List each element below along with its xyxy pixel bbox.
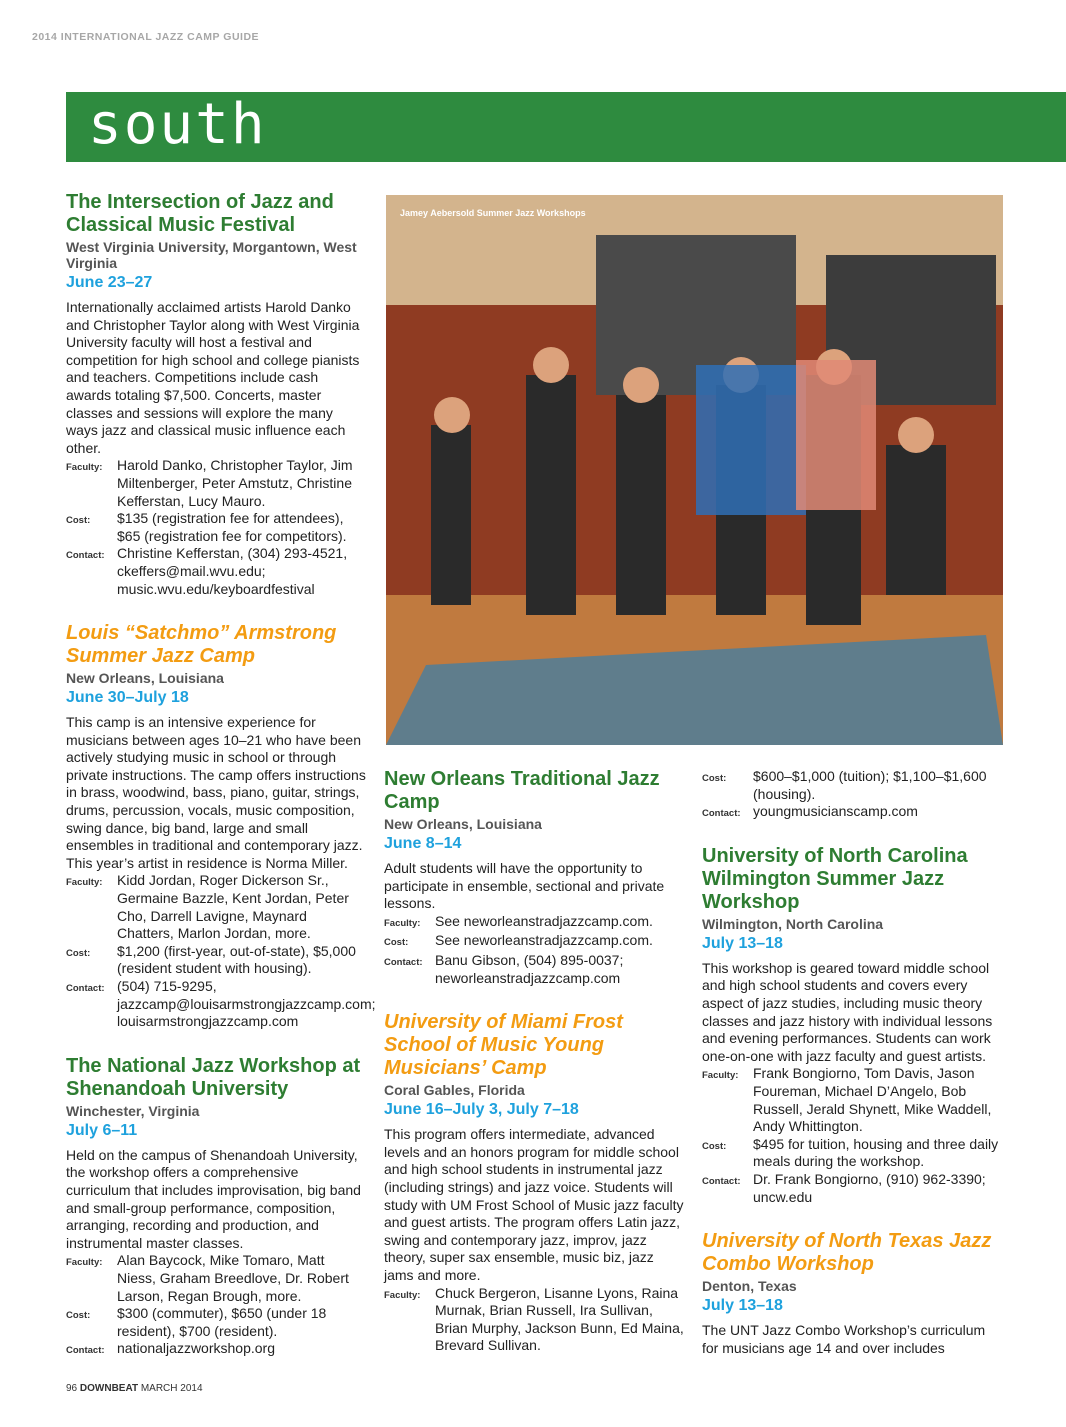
faculty-label: Faculty:	[66, 462, 103, 474]
cost-label: Cost:	[702, 773, 727, 784]
cost-label: Cost:	[66, 515, 91, 527]
camp-entry-continued	[702, 768, 1004, 823]
camp-dates: June 23–27	[66, 274, 153, 291]
camp-dates: June 30–July 18	[66, 689, 189, 707]
cost-row	[66, 1305, 366, 1340]
section-banner	[66, 92, 1066, 162]
camp-entry	[66, 622, 376, 1031]
contact-row	[702, 803, 1004, 823]
camp-title: University of Miami Frost School of Music Young Musicians’ Camp	[384, 1011, 623, 1080]
contact-row	[66, 978, 376, 1031]
contact-text: Banu Gibson, (504) 895-0037; neworleanstradjazzcamp.com	[435, 951, 624, 986]
camp-description: Adult students will have the opportunity to participate in ensemble, sectional and private lessons.	[384, 860, 665, 912]
camp-description: Held on the campus of Shenandoah University, the workshop offers a comprehensive curriculum that includes improvisation, big band and small-group performance, composition, arranging, recording and production, and instrumental master classes.	[66, 1146, 361, 1251]
issue-date: MARCH 2014	[140, 1383, 203, 1394]
camp-description: This program offers intermediate, advanced levels and an honors program for middle school and high school students in instrumental jazz (including strings) and jazz voice. Students will study with UM Frost School of Music jazz faculty and guest artists. The program offers Latin jazz, swing and contemporary jazz, improv, jazz theory, super sax ensemble, music biz, jazz jams and more.	[384, 1126, 684, 1283]
cost-row	[702, 768, 1004, 803]
cost-text: $135 (registration fee for attendees), $65 (registration fee for competitors).	[117, 510, 347, 544]
faculty-label: Faculty:	[384, 917, 421, 929]
cost-label: Cost:	[66, 947, 91, 959]
camp-location: West Virginia University, Morgantown, West Virginia	[66, 239, 357, 271]
cost-label: Cost:	[702, 1140, 727, 1152]
contact-row	[66, 545, 366, 598]
photo-illustration	[386, 195, 1003, 745]
cost-row	[66, 943, 366, 978]
contact-label: Contact:	[702, 808, 741, 820]
camp-entry	[702, 845, 1004, 1206]
faculty-text: Kidd Jordan, Roger Dickerson Sr., Germaine Bazzle, Kent Jordan, Peter Cho, Darrell Lavigne, Maynard Chatters, Marlon Jordan, more.	[117, 872, 349, 942]
camp-entry	[702, 1230, 1004, 1357]
faculty-text: Alan Baycock, Mike Tomaro, Matt Niess, Graham Breedlove, Dr. Robert Larson, Regan Brough, more.	[117, 1252, 349, 1304]
camp-entry	[384, 1011, 686, 1355]
contact-row	[384, 952, 686, 987]
camp-dates: June 8–14	[384, 835, 462, 852]
faculty-label: Faculty:	[702, 1070, 739, 1082]
faculty-text: Chuck Bergeron, Lisanne Lyons, Raina Murnak, Brian Russell, Ira Sullivan, Brian Murphy, Jackson Bunn, Ed Maina, Brevard Sullivan.	[435, 1284, 684, 1354]
camp-entry	[66, 191, 366, 598]
camp-location: New Orleans, Louisiana	[66, 670, 224, 687]
contact-row	[702, 1171, 1004, 1206]
faculty-row	[702, 1065, 1004, 1135]
cost-text: $300 (commuter), $650 (under 18 resident), $700 (resident).	[117, 1305, 327, 1339]
camp-location: Denton, Texas	[702, 1278, 797, 1295]
page-footer	[66, 1383, 203, 1394]
camp-photo	[386, 195, 1003, 745]
contact-row	[66, 1340, 366, 1360]
camp-dates: June 16–July 3, July 7–18	[384, 1101, 579, 1119]
cost-row	[384, 932, 686, 952]
contact-text: (504) 715-9295, jazzcamp@louisarmstrongjazzcamp.com; louisarmstrongjazzcamp.com	[117, 978, 376, 1030]
faculty-label: Faculty:	[66, 1257, 103, 1269]
camp-entry	[384, 768, 686, 987]
contact-label: Contact:	[384, 956, 423, 968]
faculty-row	[66, 872, 366, 942]
camp-location: New Orleans, Louisiana	[384, 816, 542, 832]
camp-location: Winchester, Virginia	[66, 1102, 200, 1119]
column-middle	[384, 768, 686, 1379]
column-right	[702, 768, 1004, 1381]
cost-text: See neworleanstradjazzcamp.com.	[435, 932, 653, 949]
camp-description: This workshop is geared toward middle school and high school students and covers every aspect of jazz studies, including music theory classes and jazz history with individual lessons and evening performances. Students can work one-on-one with jazz faculty and guest artists.	[702, 959, 993, 1064]
contact-label: Contact:	[702, 1175, 741, 1187]
cost-label: Cost:	[384, 937, 409, 949]
faculty-row	[384, 1285, 686, 1355]
contact-text: Dr. Frank Bongiorno, (910) 962-3390; uncw.edu	[753, 1170, 986, 1205]
camp-title: The National Jazz Workshop at Shenandoah University	[66, 1054, 361, 1100]
section-title: south	[88, 92, 267, 157]
camp-dates: July 13–18	[702, 1297, 783, 1315]
contact-text: youngmusicianscamp.com	[753, 803, 918, 820]
faculty-label: Faculty:	[66, 877, 103, 889]
column-left	[66, 191, 376, 1384]
running-head: 2014 INTERNATIONAL JAZZ CAMP GUIDE	[32, 31, 260, 43]
camp-title: University of North Texas Jazz Combo Workshop	[702, 1230, 992, 1276]
camp-entry	[66, 1055, 366, 1360]
faculty-row	[66, 1252, 366, 1305]
contact-text: nationaljazzworkshop.org	[117, 1340, 275, 1357]
camp-title: Louis “Satchmo” Armstrong Summer Jazz Camp	[66, 622, 337, 668]
camp-description: The UNT Jazz Combo Workshop’s curriculum for musicians age 14 and over includes	[702, 1322, 986, 1356]
photo-caption: Jamey Aebersold Summer Jazz Workshops	[400, 208, 586, 218]
cost-row	[702, 1136, 1004, 1171]
contact-text: Christine Kefferstan, (304) 293-4521, ckeffers@mail.wvu.edu; music.wvu.edu/keyboardfestival	[117, 545, 348, 597]
faculty-text: Frank Bongiorno, Tom Davis, Jason Foureman, Michael D’Angelo, Bob Russell, Jerald Shynett, Mike Waddell, Andy Whittington.	[753, 1065, 992, 1135]
page-number: 96	[66, 1383, 78, 1394]
magazine-name: DOWNBEAT	[79, 1383, 139, 1394]
faculty-row	[66, 457, 366, 510]
camp-description: Internationally acclaimed artists Harold Danko and Christopher Taylor along with West Virginia University faculty will host a festival and competition for high school and college pianists and teachers. Competitions include cash awards totaling $7,500. Concerts, master classes and sessions will explore the many ways jazz and classical music influence each other.	[66, 299, 360, 456]
cost-text: $600–$1,000 (tuition); $1,100–$1,600 (housing).	[753, 768, 987, 802]
contact-label: Contact:	[66, 983, 105, 994]
cost-label: Cost:	[66, 1310, 91, 1322]
cost-row	[66, 510, 366, 545]
faculty-label: Faculty:	[384, 1289, 421, 1301]
camp-title: University of North Carolina Wilmington Summer Jazz Workshop	[702, 844, 968, 913]
cost-text: $1,200 (first-year, out-of-state), $5,000 (resident student with housing).	[117, 942, 356, 977]
cost-text: $495 for tuition, housing and three daily meals during the workshop.	[753, 1135, 999, 1170]
faculty-text: See neworleanstradjazzcamp.com.	[435, 912, 653, 929]
contact-label: Contact:	[66, 550, 105, 562]
camp-dates: July 13–18	[702, 934, 783, 952]
camp-title: The Intersection of Jazz and Classical Music Festival	[66, 191, 334, 236]
faculty-row	[384, 913, 686, 933]
camp-title: New Orleans Traditional Jazz Camp	[384, 768, 660, 813]
camp-dates: July 6–11	[66, 1121, 138, 1139]
camp-location: Coral Gables, Florida	[384, 1082, 525, 1099]
contact-label: Contact:	[66, 1345, 105, 1357]
faculty-text: Harold Danko, Christopher Taylor, Jim Miltenberger, Peter Amstutz, Christine Kefferstan, Lucy Mauro.	[117, 457, 353, 509]
camp-description: This camp is an intensive experience for musicians between ages 10–21 who have been actively studying music in school or through private instructions. The camp offers instructions in brass, woodwind, bass, piano, guitar, strings, drums, percussion, vocals, music composition, swing dance, big band, large and small ensembles in traditional and contemporary jazz. This year’s artist in residence is Norma Miller.	[66, 714, 366, 871]
camp-location: Wilmington, North Carolina	[702, 915, 884, 932]
